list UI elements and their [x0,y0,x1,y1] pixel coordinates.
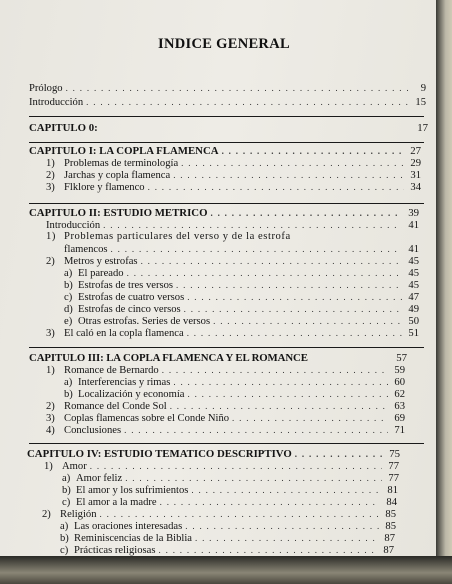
toc-entry: Introducción . . . 41 [46,219,419,232]
toc-entry: 3) Flklore y flamenco . . . 34 [46,181,421,194]
toc-entry: b) Estrofas de tres versos . . . 45 [64,279,419,292]
toc-chapter-1: CAPITULO I: LA COPLA FLAMENCA . . . 27 [29,145,421,157]
toc-chapter-3: CAPITULO III: LA COPLA FLAMENCA Y EL ROMANCE 57 [29,352,407,364]
toc-entry: a) Interferencias y rimas . . . 60 [64,376,405,389]
chapter-divider [29,347,424,348]
toc-entry: 3) El caló en la copla flamenca . . . 51 [46,327,419,340]
page-title: INDICE GENERAL [158,36,290,52]
toc-entry: 1) Romance de Bernardo . . . 59 [46,364,405,377]
toc-entry-prologo: Prólogo . . . 9 [29,82,426,95]
book-edge [436,0,452,584]
toc-entry: 2) Religión . . . 85 [42,508,396,521]
toc-entry: 4) Conclusiones . . . 71 [46,424,405,437]
toc-entry-introduccion: Introducción . . . 15 [29,96,426,109]
toc-entry: 2) Metros y estrofas . . . 45 [46,255,419,268]
toc-entry: 3) Coplas flamencas sobre el Conde Niño . . . 69 [46,412,405,425]
toc-entry: a) El pareado . . . 45 [64,267,419,280]
book-bottom-edge [0,556,452,584]
chapter-divider [29,142,424,143]
toc-entry: 1) Problemas de terminología . . . 29 [46,157,421,170]
toc-entry: b) El amor y los sufrimientos . . . 81 [62,484,398,497]
chapter-divider [29,116,424,117]
chapter-divider [29,203,424,204]
toc-entry: a) Amor feliz . . . 77 [62,472,399,485]
toc-entry: b) Reminiscencias de la Biblia . . . 87 [60,532,395,545]
toc-entry: 2) Romance del Conde Sol . . . 63 [46,400,405,413]
toc-entry: a) Las oraciones interesadas . . . 85 [60,520,396,533]
toc-entry: c) Estrofas de cuatro versos . . . 47 [64,291,419,304]
toc-entry: 1) Problemas particulares del verso y de la estrofa [46,231,291,242]
toc-chapter-0: CAPITULO 0: 17 [29,122,428,134]
toc-entry: d) Estrofas de cinco versos . . . 49 [64,303,419,316]
toc-chapter-2: CAPITULO II: ESTUDIO METRICO . . . 39 [29,207,419,219]
toc-entry: c) Prácticas religiosas . . . 87 [60,544,394,556]
toc-entry-continuation: flamencos . . . 41 [64,243,419,256]
toc-entry: e) Otras estrofas. Series de versos . . . 50 [64,315,419,328]
toc-chapter-4: CAPITULO IV: ESTUDIO TEMATICO DESCRIPTIVO . . . 75 [27,448,400,460]
toc-entry: b) Localización y economía . . . 62 [64,388,405,401]
toc-entry: c) El amor a la madre . . . 84 [62,496,397,509]
toc-entry: 1) Amor . . . 77 [44,460,399,473]
toc-entry: 2) Jarchas y copla flamenca . . . 31 [46,169,421,182]
chapter-divider [29,443,424,444]
